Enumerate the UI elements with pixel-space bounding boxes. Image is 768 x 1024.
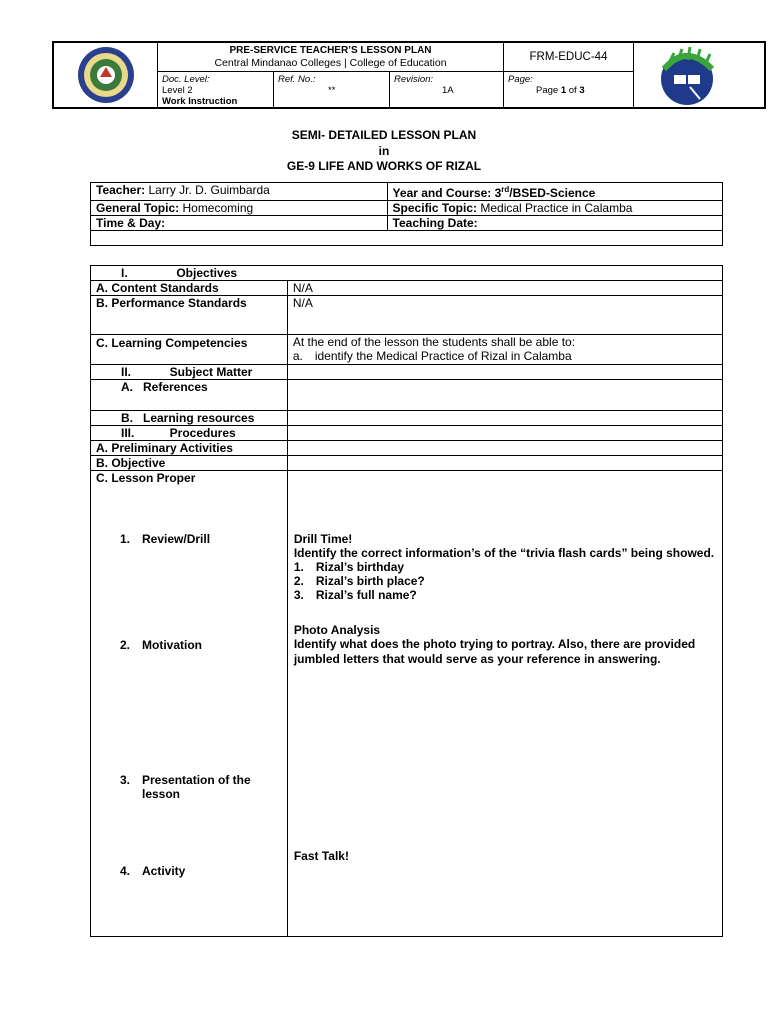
drill-item: Rizal’s birthday (315, 560, 405, 574)
form-code-cell (504, 43, 634, 72)
document-header (52, 41, 766, 109)
lesson-plan-title-in: in (378, 144, 390, 158)
lesson-proper-label: C. Lesson Proper (96, 471, 196, 485)
learning-competencies-label: C. Learning Competencies (91, 335, 288, 365)
lesson-proper-content (287, 471, 722, 937)
info-blank-row (91, 231, 723, 246)
header-title: PRE-SERVICE TEACHER’S LESSON PLAN (229, 45, 432, 56)
ref-no-value: ** (328, 85, 336, 96)
procedures-heading: III. Procedures (91, 426, 288, 441)
references-label: A. References (91, 380, 288, 411)
content-standards-label: A. Content Standards (91, 281, 288, 296)
header-title-block (158, 43, 504, 72)
step-review-drill: 1. Review/Drill (120, 532, 211, 546)
time-day-cell: Time & Day: (91, 216, 388, 231)
doc-level-value: Level 2 (162, 85, 193, 96)
photo-analysis-instruction: Identify what does the photo trying to portray. Also, there are provided jumbled letters that would serve as your reference in answering. (293, 637, 696, 666)
page-label: Page: (508, 74, 533, 85)
fast-talk-section (294, 849, 349, 863)
doc-level-cell (158, 72, 274, 107)
ref-no-label: Ref. No.: (278, 74, 316, 85)
lesson-plan-table (90, 265, 723, 937)
revision-value: 1A (442, 85, 454, 96)
learning-competencies-value: At the end of the lesson the students shall be able to: a. identify the Medical Practice of Rizal in Calamba (287, 335, 722, 365)
step-motivation: 2. Motivation (120, 638, 202, 652)
drill-item: Rizal’s full name? (315, 588, 417, 602)
page-cell (504, 72, 634, 107)
doc-level-type: Work Instruction (162, 96, 238, 107)
objectives-heading: I. Objectives (91, 266, 723, 281)
content-standards-value: N/A (287, 281, 722, 296)
drill-item: Rizal’s birth place? (315, 574, 425, 588)
teacher-info-table (90, 182, 723, 246)
subject-matter-heading: II. Subject Matter (91, 365, 288, 380)
course-title: GE-9 LIFE AND WORKS OF RIZAL (286, 159, 482, 173)
teaching-date-cell: Teaching Date: (387, 216, 722, 231)
revision-cell (390, 72, 504, 107)
specific-topic-cell: Specific Topic: Medical Practice in Calamba (387, 201, 722, 216)
lesson-plan-title: SEMI- DETAILED LESSON PLAN (291, 128, 477, 142)
doc-level-label: Doc. Level: (162, 74, 210, 85)
header-institution: Central Mindanao Colleges | College of Education (214, 57, 447, 69)
teacher-cell: Teacher: Larry Jr. D. Guimbarda (91, 183, 388, 201)
ref-no-cell (274, 72, 390, 107)
page-number: Page 1 of 3 (536, 85, 585, 96)
drill-section: Drill Time! Identify the correct information’s of the “trivia flash cards” being showed. 1. Rizal’s birthday 2. Rizal’s birth place? 3. Rizal’s full name? (293, 532, 715, 602)
year-course-cell: Year and Course: 3rd/BSED-Science (387, 183, 722, 201)
education-logo (634, 43, 764, 107)
photo-analysis-section (294, 623, 716, 667)
step-presentation: 3. Presentation of the lesson (120, 773, 251, 801)
drill-instruction: Identify the correct information’s of the “trivia flash cards” being showed. (293, 546, 715, 560)
general-topic-cell: General Topic: Homecoming (91, 201, 388, 216)
step-activity: 4. Activity (120, 864, 186, 878)
drill-title: Drill Time! (293, 532, 353, 546)
photo-analysis-title: Photo Analysis (293, 623, 381, 637)
learning-resources-label: B. Learning resources (91, 411, 288, 426)
lesson-proper-cell (91, 471, 288, 937)
performance-standards-label: B. Performance Standards (91, 296, 288, 335)
fast-talk-title: Fast Talk! (293, 849, 349, 863)
objective-label: B. Objective (91, 456, 288, 471)
preliminary-activities-label: A. Preliminary Activities (91, 441, 288, 456)
form-code: FRM-EDUC-44 (529, 51, 608, 63)
college-seal-logo (54, 43, 158, 107)
performance-standards-value: N/A (287, 296, 722, 335)
revision-label: Revision: (394, 74, 434, 85)
